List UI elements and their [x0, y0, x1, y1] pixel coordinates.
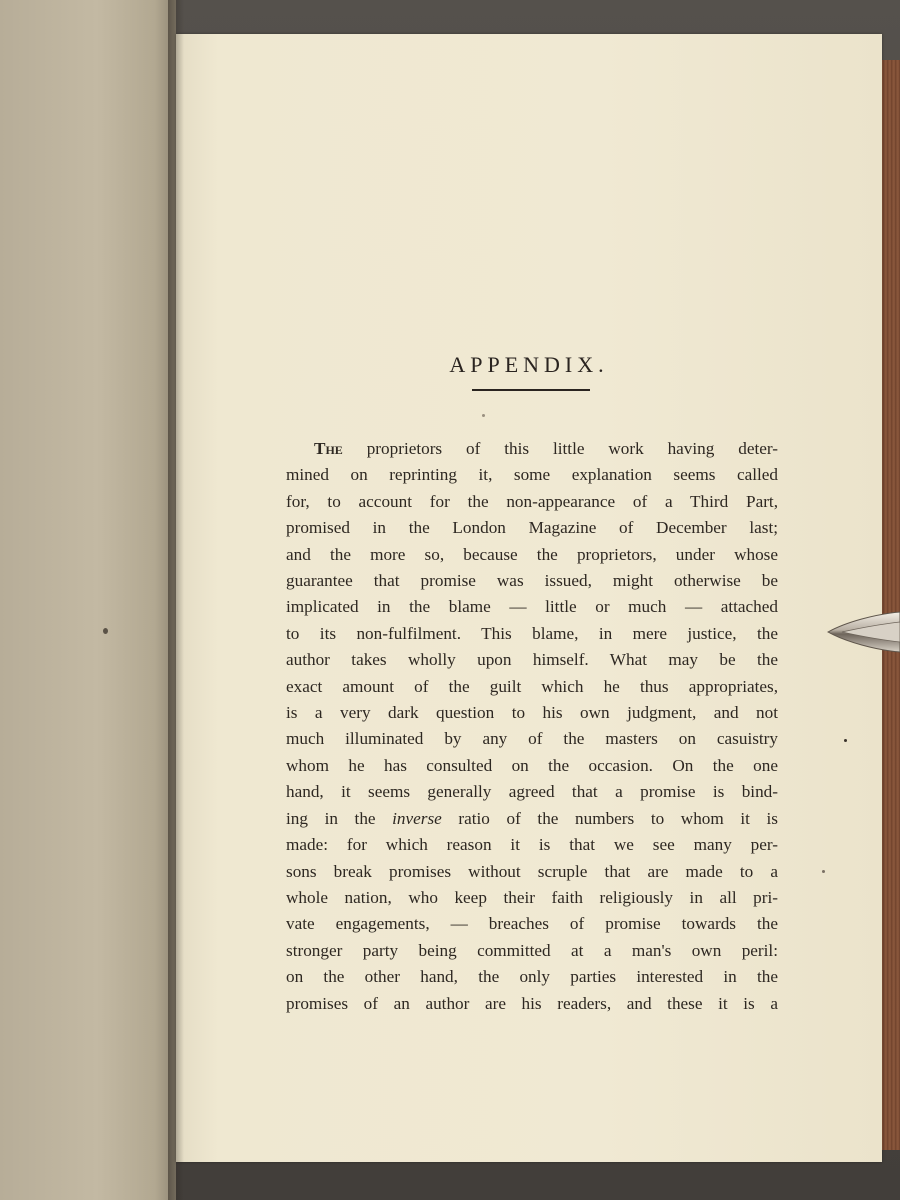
- line-text: ing in the: [286, 808, 393, 828]
- text-line: guarantee that promise was issued, might otherwise be: [286, 571, 778, 591]
- text-line: hand, it seems generally agreed that a promise is bind-: [286, 782, 778, 802]
- text-line: promised in the London Magazine of December last;: [286, 518, 778, 538]
- text-line: promises of an author are his readers, and these it is a: [286, 993, 778, 1013]
- text-line: implicated in the blame — little or much — attached: [286, 597, 778, 617]
- text-line: whom he has consulted on the occasion. On the one: [286, 755, 778, 775]
- text-line: vate engagements, — breaches of promise towards the: [286, 914, 778, 934]
- paper-speck: [482, 414, 485, 417]
- body-text: [286, 436, 778, 1017]
- book-page: [176, 34, 882, 1162]
- text-line: [286, 806, 778, 832]
- line-text: ratio of the numbers to whom it is: [441, 808, 778, 828]
- text-line: [286, 436, 778, 462]
- text-line: and the more so, because the proprietors, under whose: [286, 544, 778, 564]
- book-cover-edge: [880, 60, 900, 1150]
- paper-speck: [822, 870, 825, 873]
- text-line: exact amount of the guilt which he thus appropriates,: [286, 676, 778, 696]
- text-line: made: for which reason it is that we see many per-: [286, 835, 778, 855]
- text-line: author takes wholly upon himself. What may be the: [286, 650, 778, 670]
- text-line: on the other hand, the only parties interested in the: [286, 967, 778, 987]
- text-line: sons break promises without scruple that are made to a: [286, 861, 778, 881]
- paper-speck: [844, 739, 847, 742]
- text-line: to its non-fulfilment. This blame, in mere justice, the: [286, 623, 778, 643]
- text-line: whole nation, who keep their faith religiously in all pri-: [286, 887, 778, 907]
- page-heading: APPENDIX.: [449, 352, 609, 377]
- gutter-shadow: [168, 0, 184, 1200]
- text-line: stronger party being committed at a man's own peril:: [286, 940, 778, 960]
- italic-word: inverse: [392, 808, 442, 828]
- line-text: proprietors of this little work having deter-: [342, 439, 778, 458]
- text-line: much illuminated by any of the masters on casuistry: [286, 729, 778, 749]
- text-line: mined on reprinting it, some explanation seems called: [286, 465, 778, 485]
- text-line: for, to account for the non-appearance of a Third Part,: [286, 491, 778, 511]
- text-line: is a very dark question to his own judgment, and not: [286, 703, 778, 723]
- heading-rule: [472, 389, 590, 391]
- bookmark-clip-icon: [826, 608, 900, 656]
- paper-speck: [103, 628, 108, 634]
- left-facing-page: [0, 0, 176, 1200]
- drop-word: The: [314, 439, 343, 458]
